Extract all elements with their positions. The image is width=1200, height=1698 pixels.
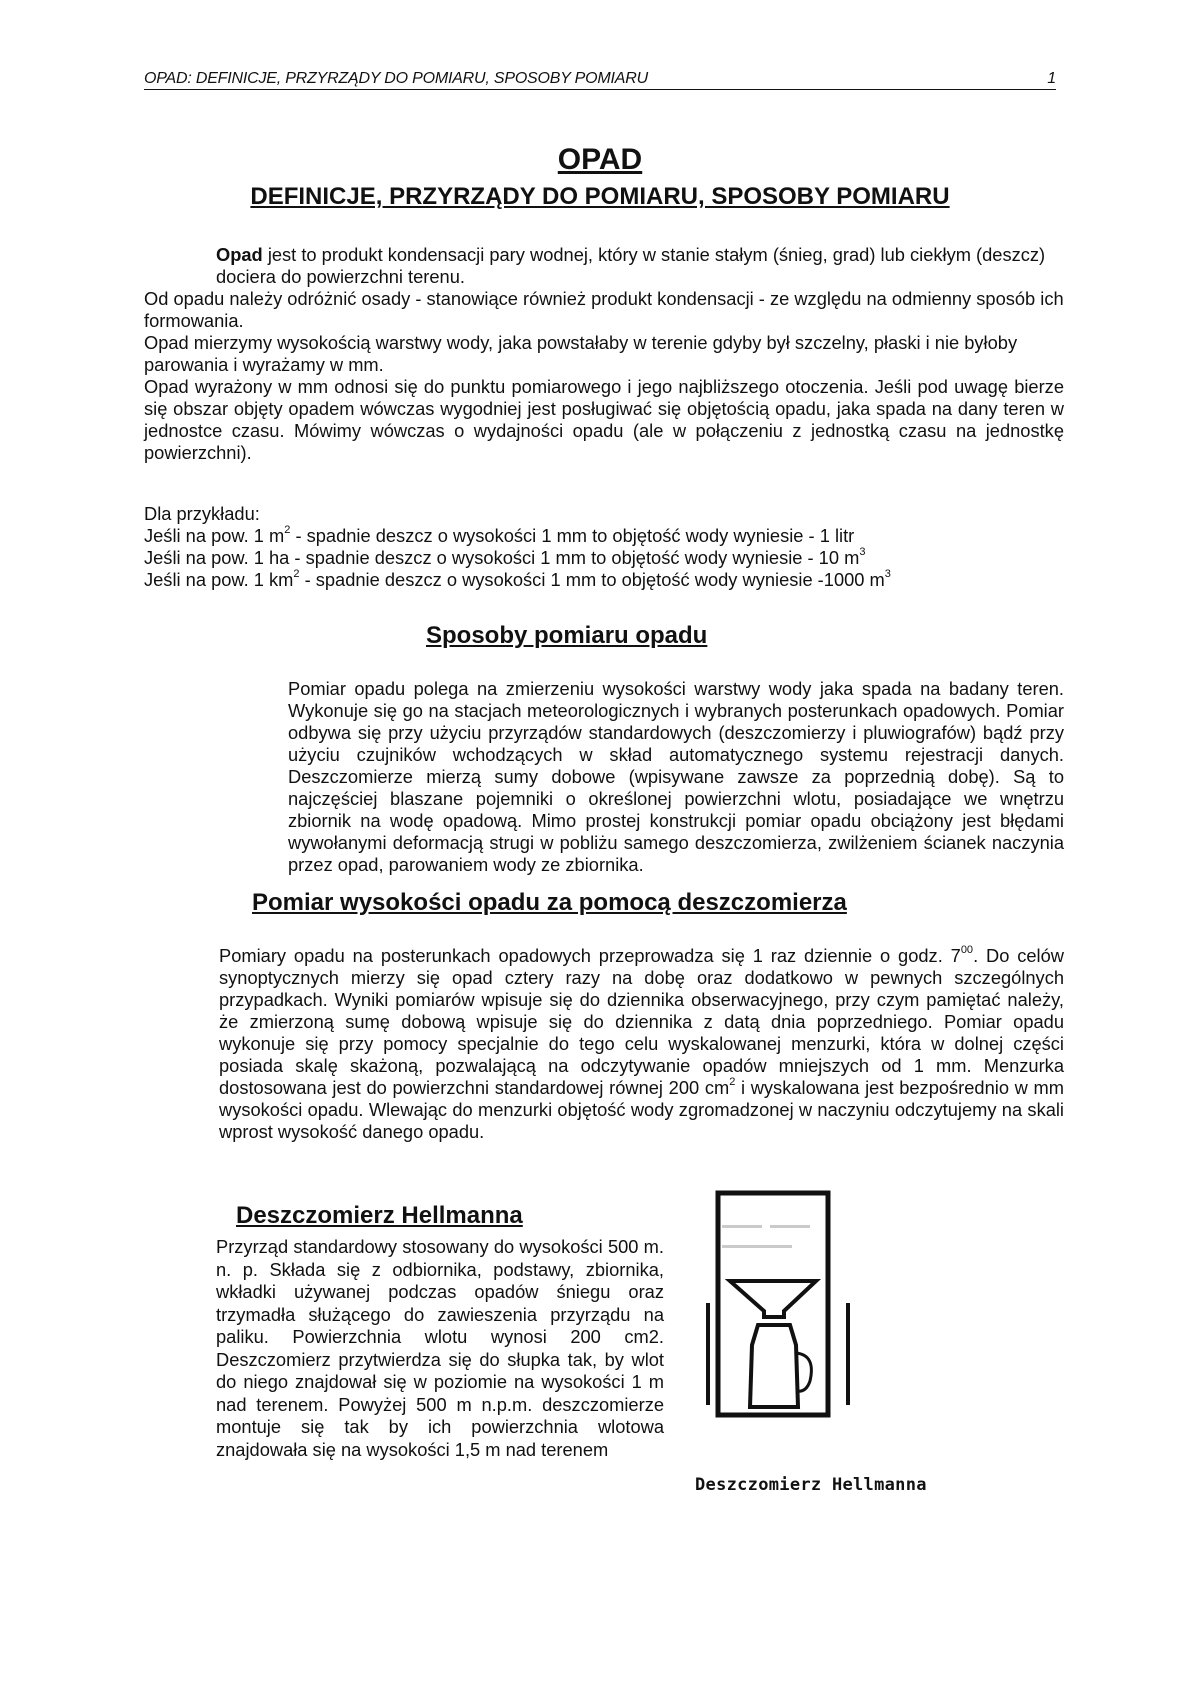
intro-paragraph-4: Opad wyrażony w mm odnosi się do punktu pomiarowego i jego najbliższego otoczenia. Jeśli pod uwagę bierze się obszar objęty opadem wówczas wygodniej jest posługiwać się objętością opadu, jaka spada na dany teren w jednostce czasu. Mówimy wówczas o wydajności opadu (ale w połączeniu z jednostką czasu na jednostkę powierzchni). <box>144 376 1064 463</box>
running-title: OPAD: DEFINICJE, PRZYRZĄDY DO POMIARU, SPOSOBY POMIARU <box>144 70 648 87</box>
section-sposoby-body <box>144 678 1064 876</box>
section-hellmann-paragraph: Przyrząd standardowy stosowany do wysokości 500 m. n. p. Składa się z odbiornika, podstawy, zbiornika, wkładki używanej podczas opadów śniegu oraz trzymadła służącego do zawieszenia przyrządu na paliku. Powierzchnia wlotu wynosi 200 cm2. Deszczomierz przytwierdza się do słupka tak, by wlot do niego znajdował się w poziomie na wysokości 1 m nad terenem. Powyżej 500 m n.p.m. deszczomierze montuje się tak by ich powierzchnia wlotowa znajdowała się na wysokości 1,5 m nad terenem <box>216 1236 664 1460</box>
hellmann-gauge-illustration <box>700 1185 860 1425</box>
intro-section <box>144 244 1064 464</box>
gauge-funnel <box>730 1281 816 1317</box>
examples-section <box>144 503 1064 591</box>
section-pomiar-body <box>144 945 1064 1143</box>
page-subtitle: DEFINICJE, PRZYRZĄDY DO POMIARU, SPOSOBY POMIARU <box>250 183 950 210</box>
examples-lead: Dla przykładu: <box>144 503 260 524</box>
running-header <box>144 70 1056 90</box>
example-2: Jeśli na pow. 1 ha - spadnie deszcz o wysokości 1 mm to objętość wody wyniesie - 10 $m^3$ <box>144 545 866 568</box>
section-heading-sposoby: Sposoby pomiaru opadu <box>426 622 708 649</box>
intro-paragraph-3: Opad mierzymy wysokością warstwy wody, jaka powstałaby w terenie gdyby był szczelny, płaski i nie byłoby parowania i wyrażamy w mm. <box>144 332 1018 375</box>
page-title: OPAD <box>557 143 643 176</box>
figure-caption: Deszczomierz Hellmanna <box>695 1475 927 1495</box>
section-heading-hellmann: Deszczomierz Hellmanna <box>236 1202 523 1229</box>
section-heading-pomiar: Pomiar wysokości opadu za pomocą deszczomierza <box>252 889 847 916</box>
example-1: Jeśli na pow. 1 $m^2$ - spadnie deszcz o wysokości 1 mm to objętość wody wyniesie - 1 litr <box>144 523 855 546</box>
section-hellmann-body <box>144 1236 664 1461</box>
intro-paragraph-2: Od opadu należy odróżnić osady - stanowiące również produkt kondensacji - ze względu na odmienny sposób ich formowania. <box>144 288 1064 331</box>
section-sposoby-paragraph: Pomiar opadu polega na zmierzeniu wysokości warstwy wody jaka spada na badany teren. Wykonuje się go na stacjach meteorologicznych i wybranych posterunkach opadowych. Pomiar odbywa się przy użyciu przyrządów standardowych (deszczomierzy i pluwiografów) bądź przy użyciu czujników wchodzących w skład automatycznego systemu rejestracji danych. Deszczomierze mierzą sumy dobowe (wpisywane zawsze za poprzednią dobę). Są to najczęściej blaszane pojemniki o określonej powierzchni wlotu, posiadające we wnętrzu zbiornik na wodę opadową. Mimo prostej konstrukcji pomiar opadu obciążony jest błędami wywołanymi deformacją strugi w pobliżu samego deszczomierza, zwilżeniem ścianek naczynia przez opad, parowaniem wody ze zbiornika. <box>288 678 1064 875</box>
section-pomiar-paragraph: Pomiary opadu na posterunkach opadowych przeprowadza się 1 raz dziennie o godz. $7^{00}$. Do celów synoptycznych mierzy się opad cztery razy na dobę oraz dodatkowo w pewnych szczególnych przypadkach. Wyniki pomiarów wpisuje się do dziennika obserwacyjnego, przy czym pamiętać należy, że zmierzoną sumę dobową wpisuje się do dziennika z datą dnia poprzedniego. Pomiar opadu wykonuje się przy pomocy specjalnie do tego celu wyskalowanej menzurki, która w dolnej części posiada skalę skażoną, pozwalającą na odczytywanie opadów mniejszych od 1 mm. Menzurka dostosowana jest do powierzchni standardowej równej 200 $cm^2$ i wyskalowana jest bezpośrednio w mm wysokości opadu. Wlewając do menzurki objętość wody zgromadzonej w naczyniu odczytujemy na skali wprost wysokość danego opadu. <box>219 943 1064 1142</box>
example-3: Jeśli na pow. 1 $km^2$ - spadnie deszcz o wysokości 1 mm to objętość wody wyniesie -1000 $m^3$ <box>144 567 891 590</box>
gauge-container-bottle <box>750 1325 798 1407</box>
intro-paragraph-1: Opad jest to produkt kondensacji pary wodnej, który w stanie stałym (śnieg, grad) lub ciekłym (deszcz) dociera do powierzchni terenu. <box>216 244 1046 287</box>
page-number: 1 <box>1047 70 1056 87</box>
term-opad: Opad <box>216 244 263 265</box>
